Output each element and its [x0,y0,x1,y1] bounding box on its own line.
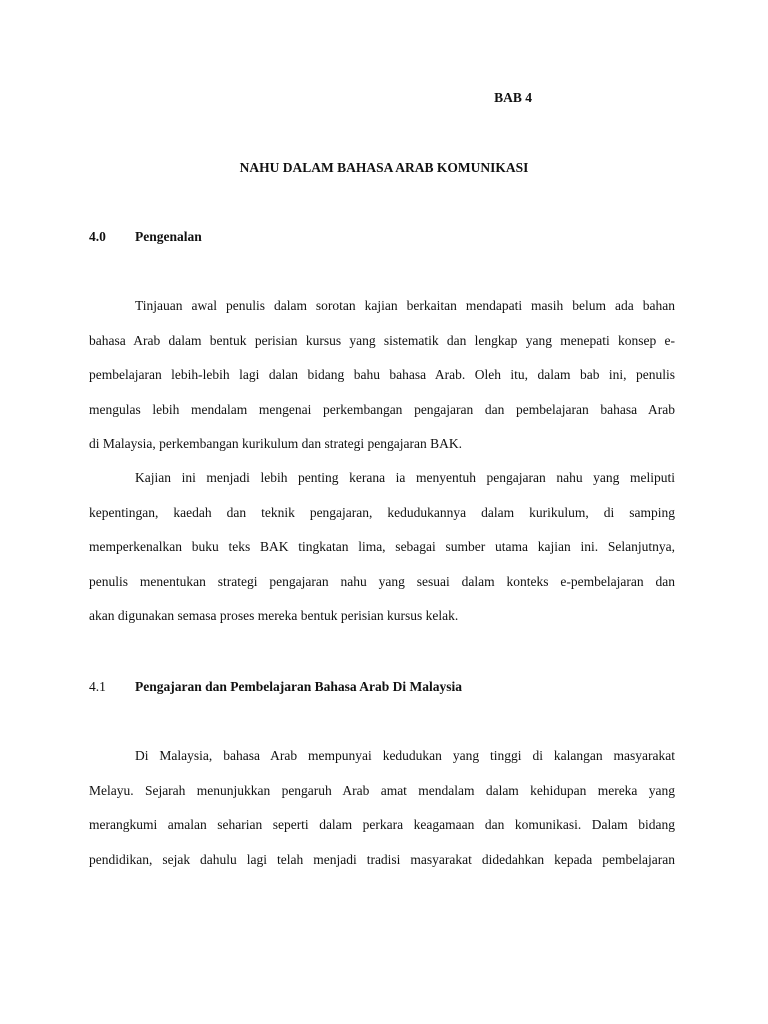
paragraph-line: merangkumi amalan seharian seperti dalam perkara keagamaan dan komunikasi. Dalam bidang [89,817,675,832]
paragraph-line: Di Malaysia, bahasa Arab mempunyai kedudukan yang tinggi di kalangan masyarakat [135,748,675,763]
paragraph-line: bahasa Arab dalam bentuk perisian kursus yang sistematik dan lengkap yang menepati konsep e- [89,332,675,348]
paragraph-introduction-1 [89,298,675,471]
paragraph-section-4-1 [89,748,675,886]
paragraph-line: pendidikan, sejak dahulu lagi telah menjadi tradisi masyarakat didedahkan kepada pembelajaran [89,851,675,867]
paragraph-line: kepentingan, kaedah dan teknik pengajaran, kedudukannya dalam kurikulum, di samping [89,504,675,520]
paragraph-line: Kajian ini menjadi lebih penting kerana ia menyentuh pengajaran nahu yang meliputi [135,470,675,485]
paragraph-line: akan digunakan semasa proses mereka bentuk perisian kursus kelak. [89,608,459,623]
paragraph-line: penulis menentukan strategi pengajaran nahu yang sesuai dalam konteks e-pembelajaran dan [89,573,675,589]
paragraph-line: di Malaysia, perkembangan kurikulum dan strategi pengajaran BAK. [89,436,463,451]
section-heading-4-1 [89,679,462,695]
section-number: 4.0 [89,229,106,244]
paragraph-line: Tinjauan awal penulis dalam sorotan kajian berkaitan mendapati masih belum ada bahan [135,298,675,313]
paragraph-introduction-2 [89,470,675,643]
section-label: Pengajaran dan Pembelajaran Bahasa Arab Di Malaysia [135,679,463,694]
paragraph-line: pembelajaran lebih-lebih lagi dalan bidang bahu bahasa Arab. Oleh itu, dalam bab ini, penulis [89,367,675,382]
chapter-title: NAHU DALAM BAHASA ARAB KOMUNIKASI [239,160,529,175]
section-number: 4.1 [89,679,106,694]
paragraph-line: Melayu. Sejarah menunjukkan pengaruh Arab amat mendalam dalam kehidupan mereka yang [89,782,675,798]
section-label: Pengenalan [135,229,202,244]
paragraph-line: memperkenalkan buku teks BAK tingkatan lima, sebagai sumber utama kajian ini. Selanjutnya, [89,539,675,554]
section-heading-4-0 [89,229,202,245]
paragraph-line: mengulas lebih mendalam mengenai perkembangan pengajaran dan pembelajaran bahasa Arab [89,401,675,417]
chapter-heading: BAB 4 [494,90,532,105]
